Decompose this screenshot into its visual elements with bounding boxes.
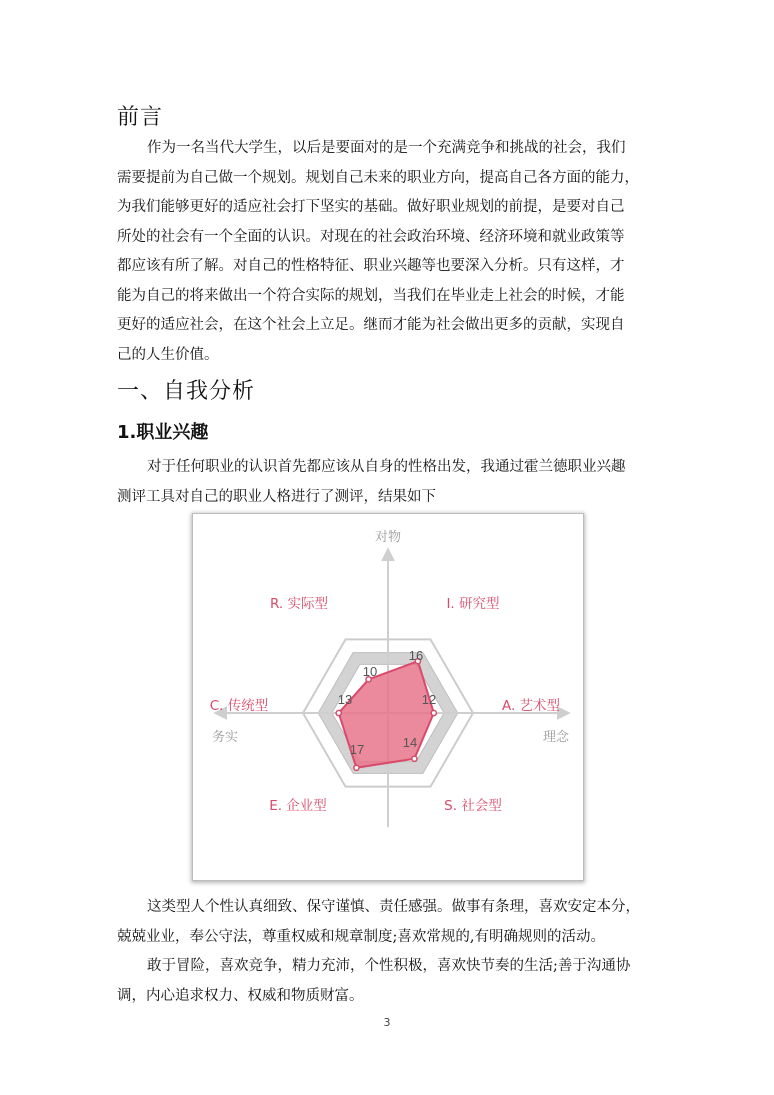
preface-heading: 前言 bbox=[117, 105, 164, 130]
radar-value-label: 17 bbox=[349, 742, 365, 757]
radar-data-point bbox=[354, 765, 359, 770]
intro-line: 测评工具对自己的职业人格进行了测评，结果如下 bbox=[117, 488, 436, 505]
description-paragraph-2 bbox=[117, 952, 665, 1011]
radar-value-label: 16 bbox=[408, 648, 424, 663]
radar-dimension-label: C. 传统型 bbox=[209, 698, 269, 714]
radar-axis-label: 对物 bbox=[374, 530, 402, 545]
preface-paragraph bbox=[117, 134, 665, 370]
radar-svg bbox=[193, 514, 583, 880]
radar-data-point bbox=[336, 710, 341, 715]
description-line: 调，内心追求权力、权威和物质财富。 bbox=[117, 987, 364, 1004]
radar-data-point bbox=[412, 756, 417, 761]
intro-paragraph bbox=[117, 453, 665, 512]
description-line: 敢于冒险，喜欢竞争，精力充沛，个性积极，喜欢快节奏的生活;善于沟通协 bbox=[147, 958, 631, 974]
radar-axis-label: 理念 bbox=[542, 730, 570, 745]
preface-line: 己的人生价值。 bbox=[117, 346, 219, 363]
preface-line: 都应该有所了解。对自己的性格特征、职业兴趣等也要深入分析。只有这样，才 bbox=[117, 258, 625, 274]
preface-line: 所处的社会有一个全面的认识。对现在的社会政治环境、经济环境和就业政策等 bbox=[117, 228, 625, 245]
radar-dimension-label: R. 实际型 bbox=[270, 596, 328, 612]
radar-data-point bbox=[431, 710, 436, 715]
radar-dimension-label: A. 艺术型 bbox=[501, 698, 561, 714]
section-heading: 一、自我分析 bbox=[117, 379, 256, 404]
radar-dimension-label: I. 研究型 bbox=[446, 596, 500, 612]
preface-line: 能为自己的将来做出一个符合实际的规划，当我们在毕业走上社会的时候，才能 bbox=[117, 287, 625, 304]
radar-axis-label: 务实 bbox=[211, 730, 239, 745]
radar-dimension-label: E. 企业型 bbox=[269, 798, 327, 814]
description-line: 兢兢业业，奉公守法，尊重权威和规章制度;喜欢常规的,有明确规则的活动。 bbox=[117, 928, 605, 945]
description-paragraph-1 bbox=[117, 893, 665, 952]
preface-line: 更好的适应社会，在这个社会上立足。继而才能为社会做出更多的贡献，实现自 bbox=[117, 317, 625, 333]
radar-value-label: 14 bbox=[402, 735, 418, 750]
radar-value-label: 13 bbox=[337, 692, 353, 707]
preface-line: 为我们能够更好的适应社会打下坚实的基础。做好职业规划的前提，是要对自己 bbox=[117, 199, 625, 215]
radar-dimension-label: S. 社会型 bbox=[444, 798, 502, 814]
radar-value-label: 12 bbox=[421, 692, 437, 707]
sub-heading: 1.职业兴趣 bbox=[117, 422, 209, 443]
preface-line: 作为一名当代大学生，以后是要面对的是一个充满竞争和挑战的社会，我们 bbox=[147, 140, 626, 156]
page-number: 3 bbox=[383, 1016, 391, 1029]
radar-value-label: 10 bbox=[362, 664, 378, 679]
holland-radar-chart bbox=[193, 514, 583, 880]
description-line: 这类型人个性认真细致、保守谨慎、责任感强。做事有条理，喜欢安定本分， bbox=[147, 899, 640, 915]
preface-line: 需要提前为自己做一个规划。规划自己未来的职业方向，提高自己各方面的能力， bbox=[117, 169, 639, 186]
intro-line: 对于任何职业的认识首先都应该从自身的性格出发，我通过霍兰德职业兴趣 bbox=[147, 459, 626, 475]
